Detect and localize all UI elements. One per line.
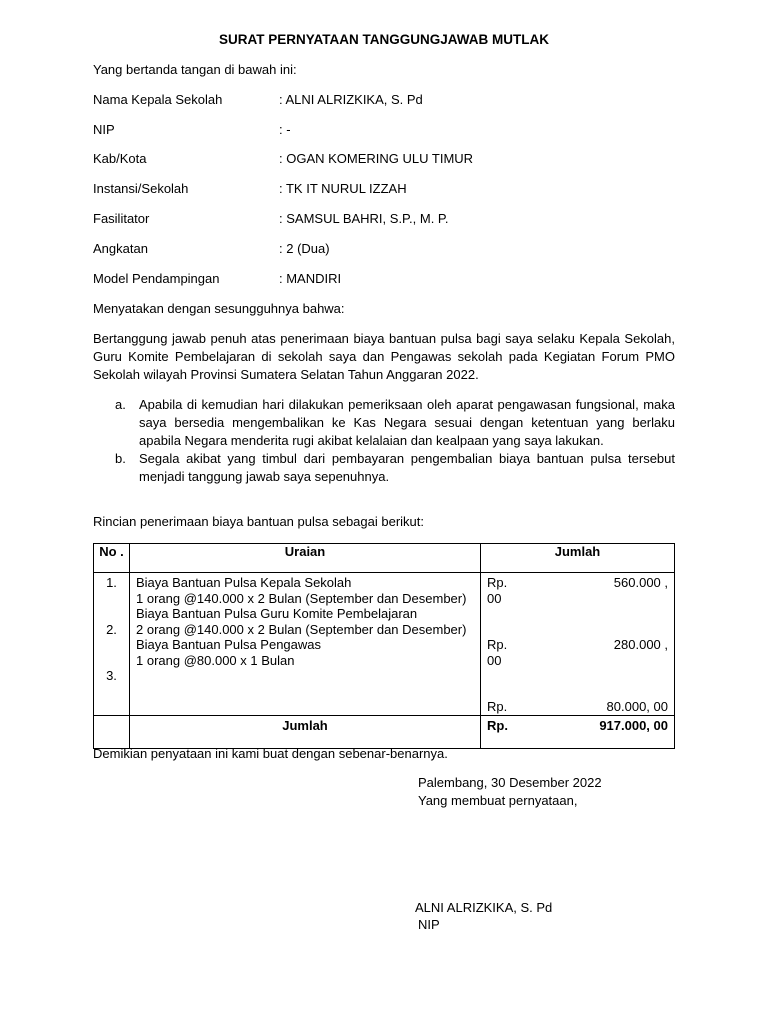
list-item: [93, 450, 675, 486]
item-name: Biaya Bantuan Pulsa Kepala Sekolah: [136, 575, 352, 590]
statement-paragraph: Bertanggung jawab penuh atas penerimaan biaya bantuan pulsa bagi saya selaku Kepala Sekolah, Guru Komite Pembelajaran di sekolah saya dan Pengawas sekolah pada Kegiatan Forum PMO Sekolah wilayah Provinsi Sumatera Selatan Tahun Anggaran 2022.: [93, 331, 675, 382]
intro-text: Yang bertanda tangan di bawah ini:: [93, 62, 297, 77]
currency-label: Rp.: [487, 699, 508, 714]
document-title: SURAT PERNYATAAN TANGGUNGJAWAB MUTLAK: [219, 32, 549, 47]
allowance-table: [93, 543, 675, 749]
item-name: Biaya Bantuan Pulsa Guru Komite Pembelajaran: [136, 606, 418, 621]
field-label: Kab/Kota: [93, 151, 147, 166]
details-intro: Rincian penerimaan biaya bantuan pulsa sebagai berikut:: [93, 514, 424, 529]
field-facilitator: [93, 211, 683, 229]
field-nip: [93, 122, 683, 140]
header-no: No .: [94, 544, 130, 573]
field-value: : SAMSUL BAHRI, S.P., M. P.: [279, 211, 449, 226]
amount-cents: 00: [487, 652, 502, 668]
amount-line: [487, 637, 668, 653]
list-item: [93, 396, 675, 450]
field-value: : MANDIRI: [279, 271, 342, 286]
amount-line: [487, 699, 668, 715]
closing-text: Demikian penyataan ini kami buat dengan sebenar-benarnya.: [93, 746, 448, 761]
table-header-row: [94, 544, 675, 573]
total-currency: Rp.: [487, 717, 508, 733]
field-value: : -: [279, 122, 291, 137]
table-total-row: [94, 715, 675, 748]
statement-points: [93, 396, 675, 486]
signer-caption: Yang membuat pernyataan,: [418, 793, 578, 808]
field-school: [93, 181, 683, 199]
item-detail: 1 orang @80.000 x 1 Bulan: [136, 652, 295, 668]
row-number: 2.: [106, 621, 117, 637]
item-detail: 2 orang @140.000 x 2 Bulan (September dan Desember): [136, 621, 467, 637]
header-description: Uraian: [130, 544, 481, 573]
signer-name: ALNI ALRIZKIKA, S. Pd: [415, 900, 553, 915]
field-batch: [93, 241, 683, 259]
amount-cents: 00: [487, 590, 502, 606]
total-label: Jumlah: [130, 715, 481, 748]
list-marker: a.: [115, 397, 126, 412]
row-number: 3.: [106, 668, 117, 683]
table-row: [94, 573, 675, 716]
item-name: Biaya Bantuan Pulsa Pengawas: [136, 637, 322, 652]
field-label: Angkatan: [93, 241, 148, 256]
field-value: : 2 (Dua): [279, 241, 330, 256]
statement-intro: Menyatakan dengan sesungguhnya bahwa:: [93, 301, 345, 316]
field-regency: [93, 151, 683, 169]
field-label: Fasilitator: [93, 211, 150, 226]
field-label: Model Pendampingan: [93, 271, 220, 286]
list-text: Segala akibat yang timbul dari pembayaran pengembalian biaya bantuan pulsa tersebut menjadi tanggung jawab saya sepenuhnya.: [139, 451, 675, 484]
amount-value: 80.000, 00: [606, 699, 668, 714]
field-label: NIP: [93, 122, 115, 137]
row-number: 1.: [106, 575, 117, 590]
amount-value: 560.000 ,: [613, 575, 668, 590]
list-marker: b.: [115, 451, 126, 466]
amount-line: [487, 575, 668, 591]
field-label: Nama Kepala Sekolah: [93, 92, 223, 107]
place-date: Palembang, 30 Desember 2022: [418, 775, 602, 790]
field-value: : TK IT NURUL IZZAH: [279, 181, 407, 196]
field-label: Instansi/Sekolah: [93, 181, 189, 196]
amount-value: 280.000 ,: [613, 637, 668, 652]
currency-label: Rp.: [487, 637, 508, 652]
total-amount: 917.000, 00: [599, 717, 668, 733]
field-value: : OGAN KOMERING ULU TIMUR: [279, 151, 474, 166]
list-text: Apabila di kemudian hari dilakukan pemeriksaan oleh aparat pengawasan fungsional, maka saya bersedia mengembalikan ke Kas Negara sesuai dengan ketentuan yang berlaku apabila Negara menderita rugi akibat kelalaian dan kealpaan yang saya lakukan.: [139, 397, 675, 448]
signer-nip: NIP: [418, 917, 440, 932]
item-detail: 1 orang @140.000 x 2 Bulan (September dan Desember): [136, 590, 467, 606]
field-value: : ALNI ALRIZKIKA, S. Pd: [279, 92, 423, 107]
header-amount: Jumlah: [481, 544, 675, 573]
field-headmaster-name: [93, 92, 683, 110]
field-assistance-model: [93, 271, 683, 289]
currency-label: Rp.: [487, 575, 508, 590]
